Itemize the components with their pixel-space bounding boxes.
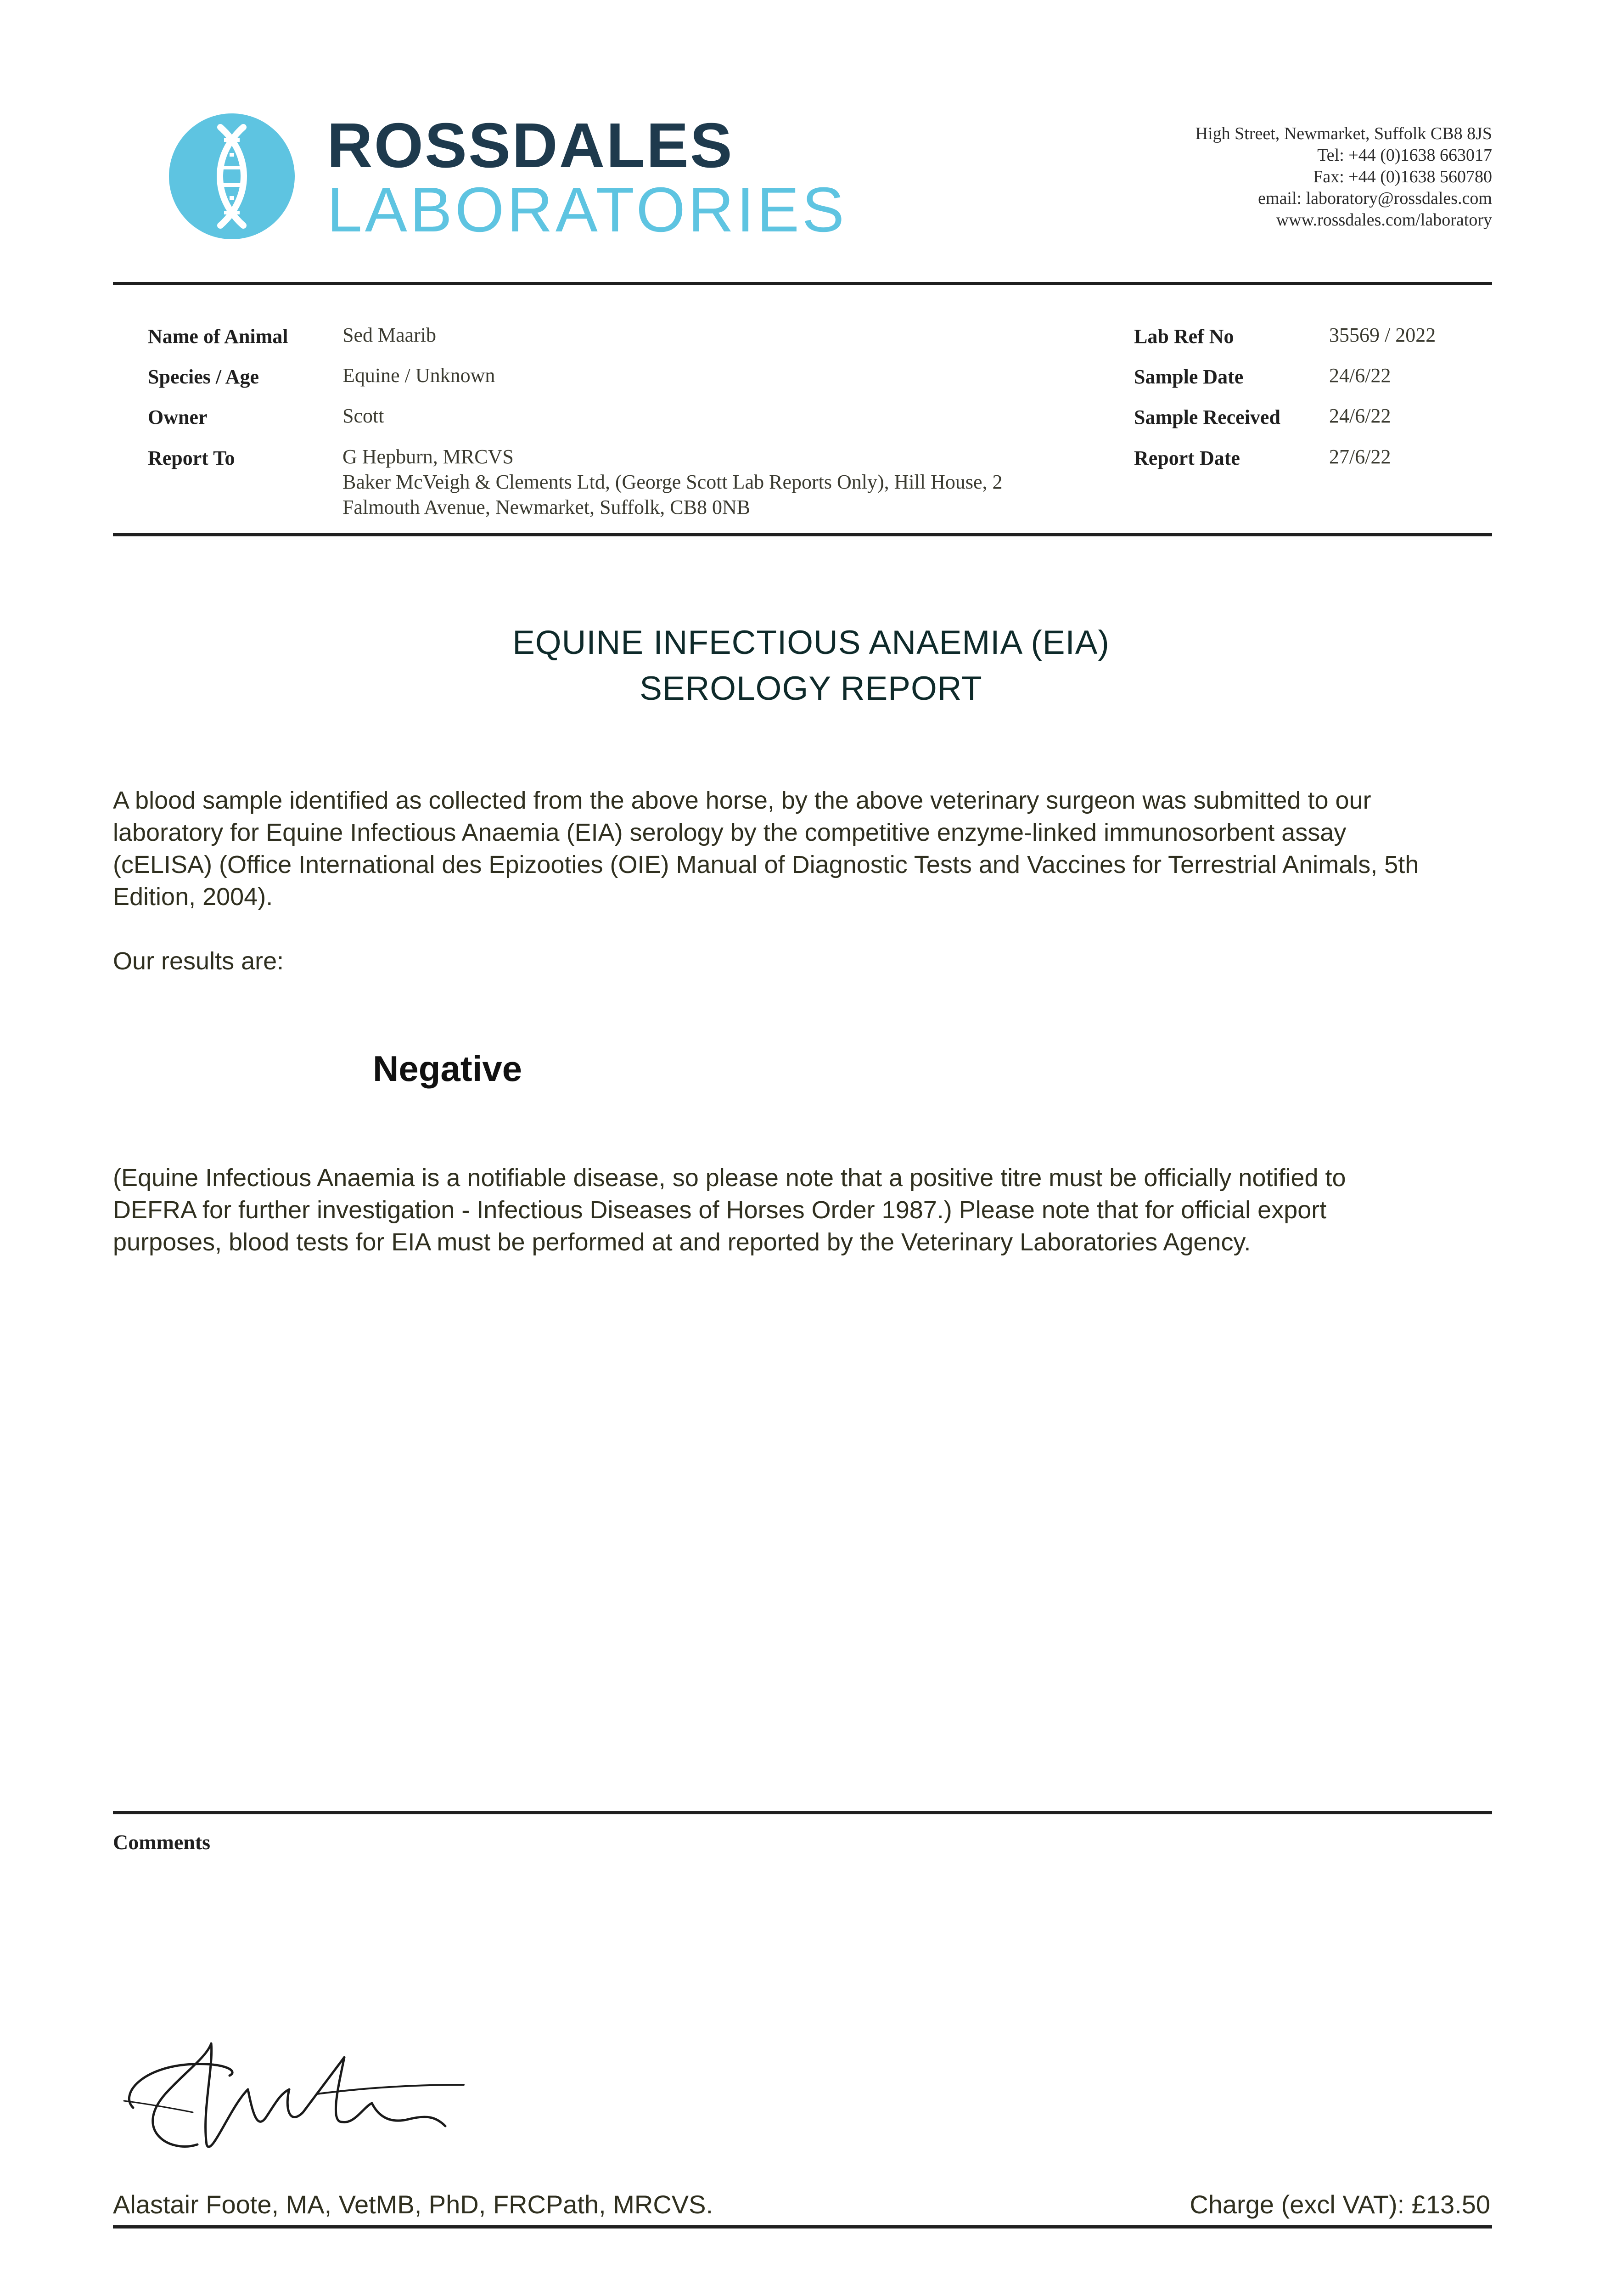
divider-bottom (113, 2225, 1492, 2228)
lab-ref-label: Lab Ref No (1134, 325, 1234, 348)
email: email: laboratory@rossdales.com (1258, 189, 1492, 208)
note-line: (Equine Infectious Anaemia is a notifiable disease, so please note that a positive titre must be officially notified to (113, 1164, 1346, 1192)
telephone: Tel: +44 (0)1638 663017 (1317, 146, 1492, 165)
report-date-value: 27/6/22 (1329, 445, 1391, 468)
report-to-line2: Baker McVeigh & Clements Ltd, (George Scott Lab Reports Only), Hill House, 2 (342, 471, 1003, 493)
name-value: Sed Maarib (342, 324, 437, 346)
website: www.rossdales.com/laboratory (1276, 210, 1492, 230)
sample-received-value: 24/6/22 (1329, 405, 1391, 427)
note-line: DEFRA for further investigation - Infectious Diseases of Horses Order 1987.) Please note that for official export (113, 1196, 1327, 1224)
report-title-line1: EQUINE INFECTIOUS ANAEMIA (EIA) (512, 624, 1110, 661)
name-label: Name of Animal (148, 325, 288, 348)
intro-line: Edition, 2004). (113, 883, 273, 911)
species-value: Equine / Unknown (342, 364, 495, 387)
charge: Charge (excl VAT): £13.50 (1190, 2190, 1490, 2219)
report-date-label: Report Date (1134, 447, 1240, 469)
report-to-label: Report To (148, 447, 235, 469)
lab-ref-value: 35569 / 2022 (1329, 324, 1436, 346)
signer-name: Alastair Foote, MA, VetMB, PhD, FRCPath, MRCVS. (113, 2190, 713, 2219)
intro-paragraph (113, 784, 1495, 913)
divider-comments (113, 1811, 1492, 1814)
brand-name-line2: LABORATORIES (327, 174, 847, 245)
contact-block (1195, 123, 1492, 231)
intro-line: laboratory for Equine Infectious Anaemia (EIA) serology by the competitive enzyme-linked immunosorbent assay (113, 819, 1347, 846)
report-to-line3: Falmouth Avenue, Newmarket, Suffolk, CB8 0NB (342, 496, 751, 518)
owner-label: Owner (148, 406, 208, 428)
fax: Fax: +44 (0)1638 560780 (1313, 167, 1492, 186)
intro-line: A blood sample identified as collected from the above horse, by the above veterinary surgeon was submitted to our (113, 787, 1371, 814)
species-label: Species / Age (148, 366, 259, 388)
dna-helix-icon (169, 113, 295, 239)
notifiable-note (113, 1162, 1495, 1258)
divider-details (113, 533, 1492, 536)
sample-date-value: 24/6/22 (1329, 364, 1391, 387)
report-title-line2: SEROLOGY REPORT (640, 670, 982, 707)
sample-date-label: Sample Date (1134, 366, 1244, 388)
owner-value: Scott (342, 405, 384, 427)
brand-name-line1: ROSSDALES (327, 110, 734, 181)
comments-label: Comments (113, 1830, 211, 1854)
test-result: Negative (373, 1048, 522, 1089)
note-line: purposes, blood tests for EIA must be performed at and reported by the Veterinary Laboratories Agency. (113, 1228, 1251, 1256)
intro-line: (cELISA) (Office International des Epizooties (OIE) Manual of Diagnostic Tests and Vaccines for Terrestrial Animals, 5th (113, 851, 1419, 878)
address: High Street, Newmarket, Suffolk CB8 8JS (1195, 124, 1492, 143)
sample-received-label: Sample Received (1134, 406, 1280, 428)
results-intro: Our results are: (113, 947, 284, 975)
divider-top (113, 282, 1492, 285)
handwritten-signature (115, 2039, 473, 2167)
report-to-line1: G Hepburn, MRCVS (342, 445, 514, 468)
